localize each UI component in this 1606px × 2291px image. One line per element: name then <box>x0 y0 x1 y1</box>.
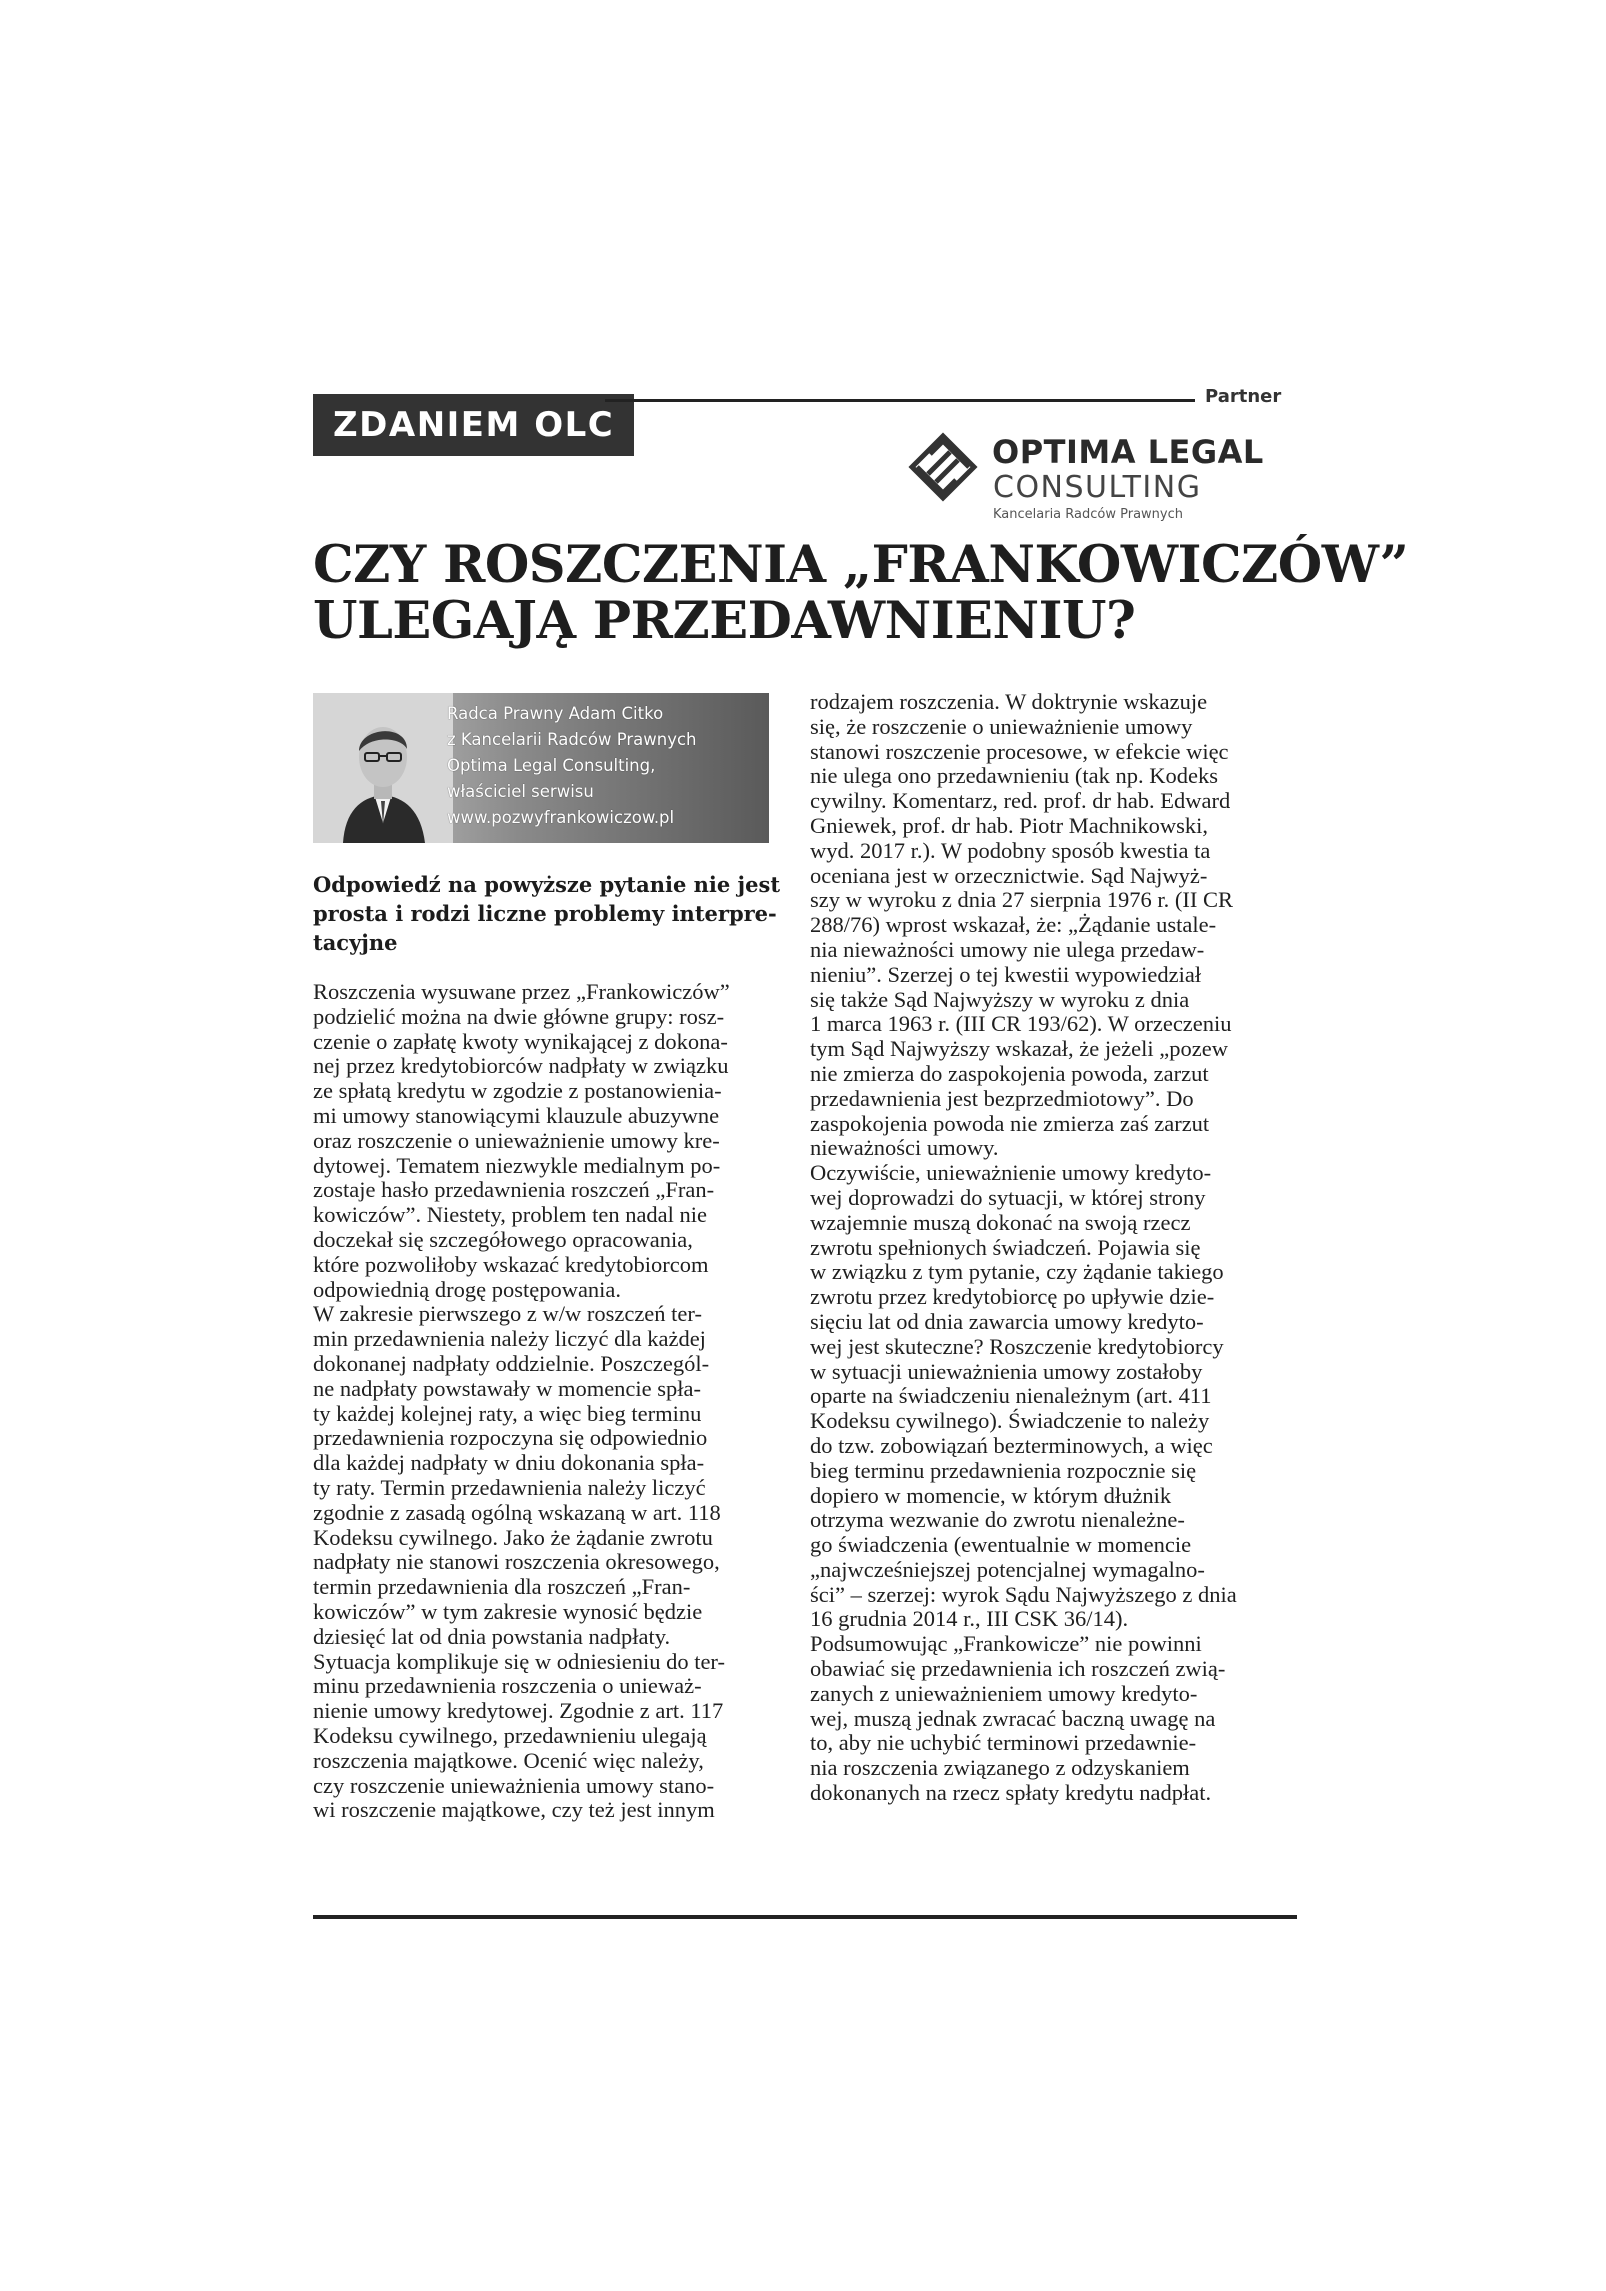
text-line: sięciu lat od dnia zawarcia umowy kredyto- <box>810 1308 1204 1334</box>
optima-legal-logo-icon <box>908 432 978 502</box>
text-line: przedawnienia jest bezprzedmiotowy”. Do <box>810 1085 1194 1111</box>
text-line: dopiero w momencie, w którym dłużnik <box>810 1482 1172 1508</box>
text-line: przedawnienia rozpoczyna się odpowiednio <box>313 1425 708 1451</box>
text-line: zostaje hasło przedawnienia roszczeń „Fran- <box>313 1177 715 1203</box>
text-line: zanych z unieważnieniem umowy kredyto- <box>810 1680 1198 1706</box>
text-line: stanowi roszczenie procesowe, w efekcie więc <box>810 738 1229 764</box>
text-line: nadpłaty nie stanowi roszczenia okresowego, <box>313 1549 720 1575</box>
text-line: oraz roszczenie o unieważnienie umowy kre- <box>313 1127 720 1153</box>
text-line: oparte na świadczeniu nienależnym (art. 411 <box>810 1383 1212 1409</box>
text-line: ty każdej kolejnej raty, a więc bieg terminu <box>313 1400 702 1426</box>
text-line: Roszczenia wysuwane przez „Frankowiczów” <box>313 979 730 1004</box>
text-line: Podsumowując „Frankowicze” nie powinni <box>810 1631 1202 1657</box>
bottom-rule <box>313 1915 1297 1919</box>
text-line: otrzyma wezwanie do zwrotu nienależne- <box>810 1507 1185 1533</box>
text-line: ne nadpłaty powstawały w momencie spła- <box>313 1375 702 1401</box>
text-line: wej jest skuteczne? Roszczenie kredytobiorcy <box>810 1333 1224 1359</box>
text-line: odpowiednią drogę postępowania. <box>313 1276 622 1302</box>
text-line: ze spłatą kredytu w zgodzie z postanowienia- <box>313 1078 722 1104</box>
text-line: Sytuacja komplikuje się w odniesieniu do ter- <box>313 1648 725 1674</box>
logo-sub: CONSULTING <box>993 470 1202 505</box>
text-line: dokonanych na rzecz spłaty kredytu nadpłat. <box>810 1780 1212 1806</box>
text-line: się także Sąd Najwyższy w wyroku z dnia <box>810 986 1190 1012</box>
text-line: dytowej. Tematem niezwykle medialnym po- <box>313 1152 721 1178</box>
text-line: dokonanej nadpłaty oddzielnie. Poszczegól- <box>313 1350 710 1376</box>
text-line: tym Sąd Najwyższy wskazał, że jeżeli „pozew <box>810 1036 1228 1062</box>
text-line: doczekał się szczegółowego opracowania, <box>313 1226 693 1252</box>
article-column-right <box>810 690 1280 1806</box>
text-line: 1 marca 1963 r. (III CR 193/62). W orzeczeniu <box>810 1011 1232 1037</box>
lead-line: prosta i rodzi liczne problemy interpre- <box>313 901 777 926</box>
text-line: zgodnie z zasadą ogólną wskazaną w art. 118 <box>313 1499 721 1525</box>
text-line: minu przedawnienia roszczenia o unieważ- <box>313 1673 702 1699</box>
text-line: kowiczów” w tym zakresie wynosić będzie <box>313 1598 703 1624</box>
text-line: termin przedawnienia dla roszczeń „Fran- <box>313 1574 691 1600</box>
text-line: oceniana jest w orzecznictwie. Sąd Najwyż- <box>810 862 1208 888</box>
text-line: dla każdej nadpłaty w dniu dokonania spła- <box>313 1450 705 1476</box>
text-line: bieg terminu przedawnienia rozpocznie się <box>810 1457 1197 1483</box>
text-line: Oczywiście, unieważnienie umowy kredyto- <box>810 1160 1212 1186</box>
text-line: nie ulega ono przedawnieniu (tak np. Kodeks <box>810 763 1218 789</box>
text-line: nieniu”. Szerzej o tej kwestii wypowiedział <box>810 961 1202 987</box>
article-column-left <box>313 980 773 1823</box>
text-line: nie zmierza do zaspokojenia powoda, zarzut <box>810 1060 1209 1086</box>
text-line: 16 grudnia 2014 r., III CSK 36/14). <box>810 1606 1129 1632</box>
text-line: podzielić można na dwie główne grupy: rosz- <box>313 1003 725 1029</box>
text-line: się, że roszczenie o unieważnienie umowy <box>810 713 1193 739</box>
text-line: nia nieważności umowy nie ulega przedaw- <box>810 936 1205 962</box>
text-line: „najwcześniejszej potencjalnej wymagalno- <box>810 1556 1205 1582</box>
text-line: nia roszczenia związanego z odzyskaniem <box>810 1755 1190 1781</box>
author-caption-line: z Kancelarii Radców Prawnych <box>447 730 697 749</box>
author-caption-line: Radca Prawny Adam Citko <box>447 704 664 723</box>
lead-line: Odpowiedź na powyższe pytanie nie jest <box>313 872 781 897</box>
headline-line: ULEGAJĄ PRZEDAWNIENIU? <box>313 591 1136 651</box>
text-line: które pozwoliłoby wskazać kredytobiorcom <box>313 1251 709 1277</box>
text-line: ści” – szerzej: wyrok Sądu Najwyższego z dnia <box>810 1581 1237 1607</box>
author-caption <box>447 701 763 831</box>
text-line: dziesięć lat od dnia powstania nadpłaty. <box>313 1623 671 1649</box>
text-line: zwrotu przez kredytobiorcę po upływie dzie- <box>810 1284 1215 1310</box>
text-line: wyd. 2017 r.). W podobny sposób kwestia ta <box>810 837 1211 863</box>
text-line: wej, muszą jednak zwracać baczną uwagę na <box>810 1705 1216 1731</box>
text-line: do tzw. zobowiązań bezterminowych, a więc <box>810 1432 1213 1458</box>
text-line: w związku z tym pytanie, czy żądanie takiego <box>810 1259 1224 1285</box>
text-line: zwrotu spełnionych świadczeń. Pojawia się <box>810 1234 1201 1260</box>
text-line: wzajemnie muszą dokonać na swoją rzecz <box>810 1209 1191 1235</box>
text-line: cywilny. Komentarz, red. prof. dr hab. Edward <box>810 788 1231 814</box>
header-rule <box>605 399 1195 402</box>
headline <box>313 535 1409 651</box>
logo-tagline: Kancelaria Radców Prawnych <box>993 507 1183 522</box>
text-line: Kodeksu cywilnego). Świadczenie to należy <box>810 1408 1210 1434</box>
lead-paragraph <box>313 870 781 957</box>
logo-name: OPTIMA LEGAL <box>992 433 1264 471</box>
section-tag: ZDANIEM OLC <box>313 394 634 456</box>
text-line: w sytuacji unieważnienia umowy zostałoby <box>810 1358 1203 1384</box>
text-line: ty raty. Termin przedawnienia należy liczyć <box>313 1474 706 1500</box>
text-line: nienie umowy kredytowej. Zgodnie z art. 117 <box>313 1698 724 1724</box>
text-line: nieważności umowy. <box>810 1135 999 1161</box>
text-line: wi roszczenie majątkowe, czy też jest innym <box>313 1797 715 1823</box>
text-line: szy w wyroku z dnia 27 sierpnia 1976 r. (II CR <box>810 887 1234 913</box>
text-line: nej przez kredytobiorców nadpłaty w związku <box>313 1053 729 1079</box>
text-line: czy roszczenie unieważnienia umowy stano- <box>313 1772 715 1798</box>
text-line: min przedawnienia należy liczyć dla każdej <box>313 1326 706 1352</box>
author-caption-line: właściciel serwisu <box>447 782 594 801</box>
text-line: zaspokojenia powoda nie zmierza zaś zarzut <box>810 1110 1210 1136</box>
text-line: mi umowy stanowiącymi klauzule abuzywne <box>313 1102 720 1128</box>
text-line: W zakresie pierwszego z w/w roszczeń ter- <box>313 1301 702 1327</box>
text-line: roszczenia majątkowe. Ocenić więc należy, <box>313 1747 704 1773</box>
text-line: wej doprowadzi do sytuacji, w której strony <box>810 1184 1206 1210</box>
text-line: Gniewek, prof. dr hab. Piotr Machnikowski, <box>810 812 1209 838</box>
author-photo <box>313 693 453 843</box>
author-box <box>313 693 769 843</box>
headline-line: CZY ROSZCZENIA „FRANKOWICZÓW” <box>313 535 1409 595</box>
author-website: www.pozwyfrankowiczow.pl <box>447 808 675 827</box>
text-line: to, aby nie uchybić terminowi przedawnie- <box>810 1730 1197 1756</box>
lead-line: tacyjne <box>313 930 398 955</box>
text-line: rodzajem roszczenia. W doktrynie wskazuje <box>810 689 1208 714</box>
text-line: kowiczów”. Niestety, problem ten nadal nie <box>313 1202 708 1228</box>
author-caption-line: Optima Legal Consulting, <box>447 756 656 775</box>
text-line: czenie o zapłatę kwoty wynikającej z dokona- <box>313 1028 728 1054</box>
text-line: 288/76) wprost wskazał, że: „Żądanie ustale- <box>810 912 1217 938</box>
text-line: Kodeksu cywilnego, przedawnieniu ulegają <box>313 1722 707 1748</box>
text-line: go świadczenia (ewentualnie w momencie <box>810 1532 1192 1558</box>
text-line: Kodeksu cywilnego. Jako że żądanie zwrotu <box>313 1524 713 1550</box>
text-line: obawiać się przedawnienia ich roszczeń zwią- <box>810 1656 1226 1682</box>
partner-label: Partner <box>1205 386 1282 407</box>
